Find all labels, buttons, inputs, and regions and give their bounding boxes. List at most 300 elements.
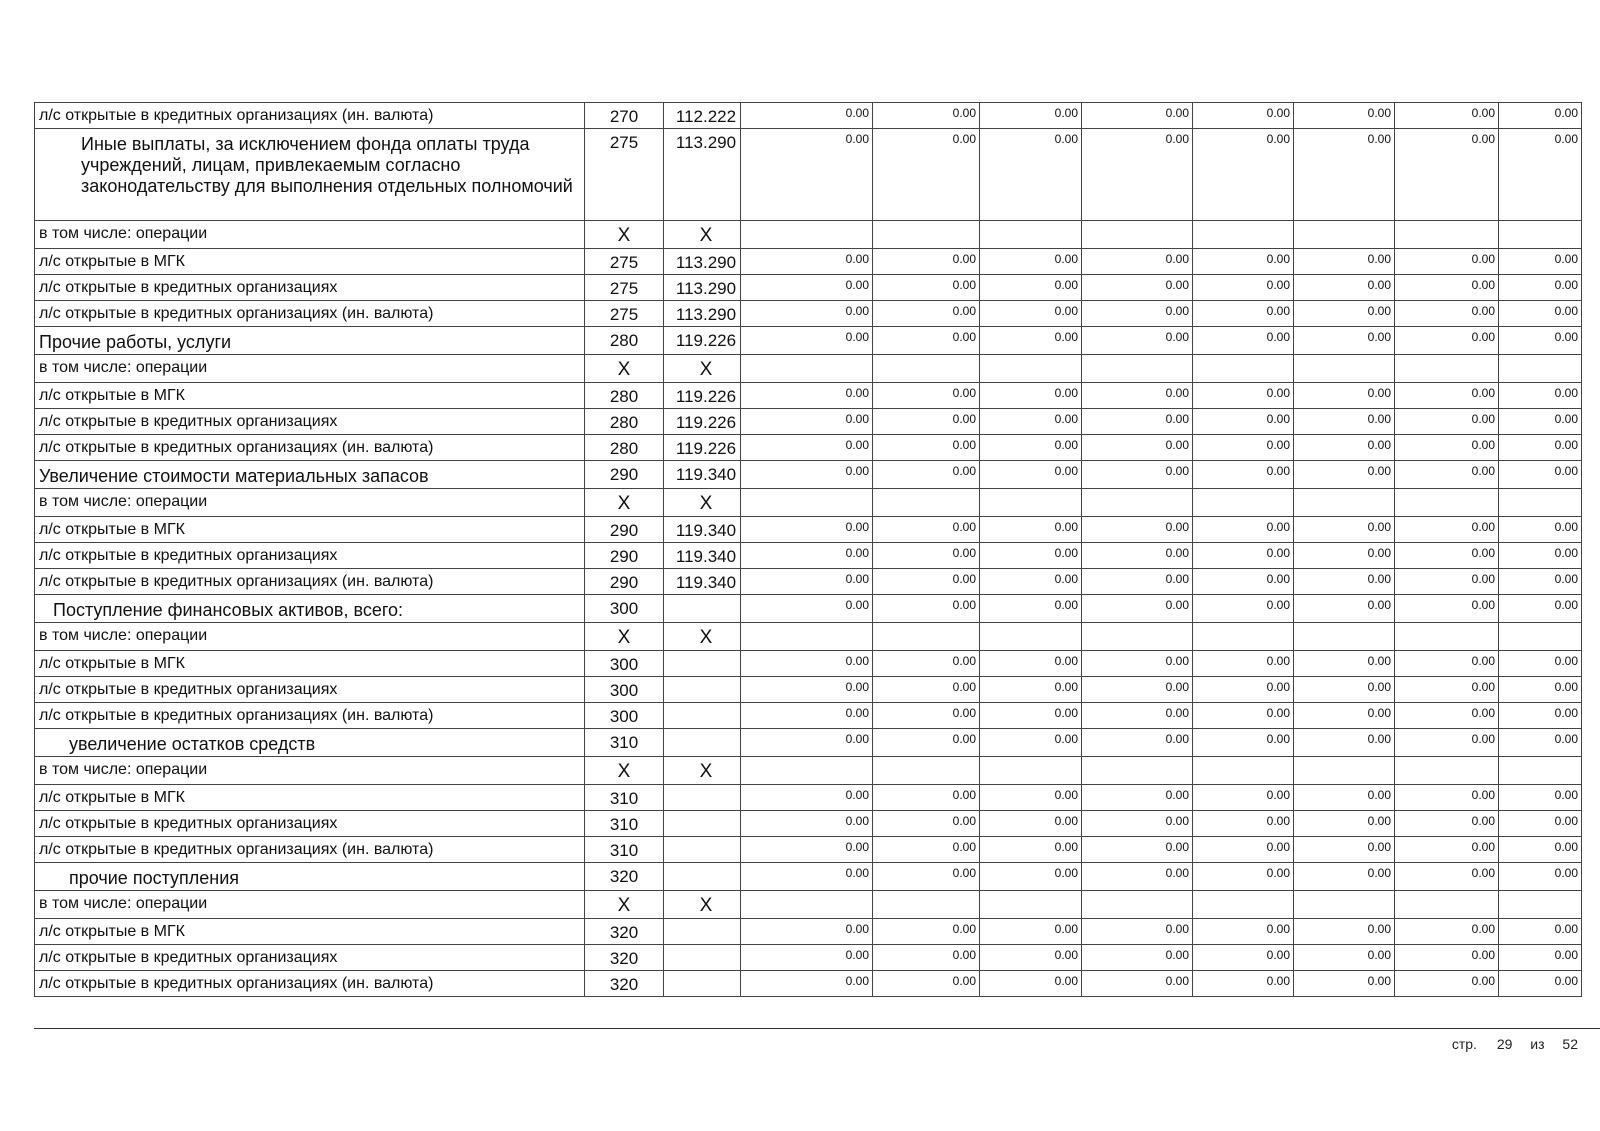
- value-cell: 0.00: [980, 863, 1082, 891]
- value-cell: 0.00: [873, 249, 980, 275]
- value-cell: 0.00: [741, 517, 873, 543]
- row-kosgu: [664, 651, 741, 677]
- value-cell: 0.00: [1082, 103, 1193, 129]
- row-kosgu: [664, 677, 741, 703]
- value-cell: 0.00: [1193, 863, 1294, 891]
- value-cell: [1082, 489, 1193, 517]
- value-cell: 0.00: [873, 409, 980, 435]
- value-cell: 0.00: [741, 409, 873, 435]
- value-cell: 0.00: [1294, 383, 1395, 409]
- table-row: [35, 275, 1582, 301]
- value-cell: 0.00: [1294, 811, 1395, 837]
- row-kosgu: [664, 971, 741, 997]
- value-cell: 0.00: [1294, 677, 1395, 703]
- value-cell: 0.00: [980, 785, 1082, 811]
- value-cell: 0.00: [1395, 785, 1499, 811]
- value-cell: 0.00: [1193, 327, 1294, 355]
- table-row: [35, 785, 1582, 811]
- value-cell: 0.00: [1395, 651, 1499, 677]
- table-row: [35, 945, 1582, 971]
- value-cell: [1294, 891, 1395, 919]
- value-cell: [1082, 891, 1193, 919]
- value-cell: 0.00: [980, 569, 1082, 595]
- value-cell: 0.00: [1499, 863, 1582, 891]
- row-kosgu: 113.290: [664, 301, 741, 327]
- value-cell: 0.00: [1294, 517, 1395, 543]
- table-row: [35, 327, 1582, 355]
- value-cell: 0.00: [1193, 129, 1294, 221]
- value-cell: 0.00: [1294, 409, 1395, 435]
- value-cell: 0.00: [873, 971, 980, 997]
- row-code: X: [585, 355, 664, 383]
- value-cell: 0.00: [873, 517, 980, 543]
- row-kosgu: 119.340: [664, 461, 741, 489]
- value-cell: [741, 489, 873, 517]
- value-cell: 0.00: [1395, 461, 1499, 489]
- value-cell: [741, 623, 873, 651]
- row-kosgu: [664, 919, 741, 945]
- value-cell: 0.00: [1082, 383, 1193, 409]
- value-cell: 0.00: [1082, 517, 1193, 543]
- row-name: л/с открытые в кредитных организациях: [35, 945, 585, 971]
- value-cell: 0.00: [741, 129, 873, 221]
- value-cell: [1082, 623, 1193, 651]
- value-cell: 0.00: [1082, 461, 1193, 489]
- table-row: [35, 409, 1582, 435]
- value-cell: 0.00: [1294, 249, 1395, 275]
- row-code: 280: [585, 435, 664, 461]
- row-name: в том числе: операции: [35, 355, 585, 383]
- row-name: в том числе: операции: [35, 221, 585, 249]
- value-cell: [1294, 221, 1395, 249]
- row-code: X: [585, 489, 664, 517]
- value-cell: [1395, 221, 1499, 249]
- value-cell: 0.00: [980, 811, 1082, 837]
- value-cell: 0.00: [1294, 301, 1395, 327]
- row-name: л/с открытые в кредитных организациях: [35, 677, 585, 703]
- value-cell: [980, 355, 1082, 383]
- value-cell: 0.00: [980, 729, 1082, 757]
- table-row: [35, 517, 1582, 543]
- row-code: 310: [585, 729, 664, 757]
- value-cell: [1294, 355, 1395, 383]
- value-cell: 0.00: [873, 327, 980, 355]
- value-cell: 0.00: [1294, 729, 1395, 757]
- value-cell: 0.00: [1294, 327, 1395, 355]
- row-name: л/с открытые в МГК: [35, 383, 585, 409]
- value-cell: [741, 891, 873, 919]
- row-kosgu: 112.222: [664, 103, 741, 129]
- value-cell: 0.00: [1193, 569, 1294, 595]
- row-code: 275: [585, 249, 664, 275]
- value-cell: 0.00: [1193, 971, 1294, 997]
- value-cell: 0.00: [1193, 677, 1294, 703]
- row-name: л/с открытые в кредитных организациях: [35, 811, 585, 837]
- value-cell: [873, 221, 980, 249]
- value-cell: 0.00: [1499, 249, 1582, 275]
- value-cell: [1193, 221, 1294, 249]
- value-cell: 0.00: [1294, 103, 1395, 129]
- value-cell: 0.00: [741, 595, 873, 623]
- value-cell: 0.00: [1499, 971, 1582, 997]
- value-cell: 0.00: [1395, 543, 1499, 569]
- value-cell: 0.00: [741, 383, 873, 409]
- value-cell: 0.00: [1294, 837, 1395, 863]
- value-cell: 0.00: [1193, 811, 1294, 837]
- table-row: [35, 757, 1582, 785]
- value-cell: 0.00: [1499, 517, 1582, 543]
- row-code: 310: [585, 785, 664, 811]
- value-cell: 0.00: [873, 863, 980, 891]
- value-cell: [1082, 757, 1193, 785]
- row-kosgu: 119.226: [664, 383, 741, 409]
- row-code: 280: [585, 327, 664, 355]
- page-counter: [1452, 1036, 1578, 1052]
- value-cell: [1395, 757, 1499, 785]
- value-cell: 0.00: [1499, 103, 1582, 129]
- table-row: [35, 863, 1582, 891]
- row-kosgu: [664, 863, 741, 891]
- value-cell: 0.00: [1193, 651, 1294, 677]
- value-cell: 0.00: [1082, 919, 1193, 945]
- table-row: [35, 129, 1582, 221]
- value-cell: 0.00: [1193, 383, 1294, 409]
- table-row: [35, 729, 1582, 757]
- value-cell: 0.00: [1395, 703, 1499, 729]
- row-name: Поступление финансовых активов, всего:: [35, 595, 585, 623]
- value-cell: 0.00: [873, 301, 980, 327]
- value-cell: 0.00: [1082, 569, 1193, 595]
- row-name: Прочие работы, услуги: [35, 327, 585, 355]
- row-name: л/с открытые в кредитных организациях (ин. валюта): [35, 435, 585, 461]
- value-cell: [873, 489, 980, 517]
- value-cell: 0.00: [1193, 517, 1294, 543]
- row-code: 275: [585, 301, 664, 327]
- value-cell: [1294, 489, 1395, 517]
- row-name: л/с открытые в кредитных организациях: [35, 409, 585, 435]
- value-cell: [741, 355, 873, 383]
- value-cell: [1499, 221, 1582, 249]
- row-name: л/с открытые в МГК: [35, 651, 585, 677]
- table-row: [35, 249, 1582, 275]
- value-cell: 0.00: [741, 945, 873, 971]
- value-cell: 0.00: [1082, 703, 1193, 729]
- value-cell: 0.00: [1499, 919, 1582, 945]
- row-code: 290: [585, 569, 664, 595]
- value-cell: 0.00: [1395, 249, 1499, 275]
- value-cell: 0.00: [980, 595, 1082, 623]
- row-code: X: [585, 891, 664, 919]
- row-name: в том числе: операции: [35, 489, 585, 517]
- row-kosgu: 119.226: [664, 435, 741, 461]
- row-code: X: [585, 623, 664, 651]
- value-cell: [1294, 757, 1395, 785]
- value-cell: 0.00: [1395, 811, 1499, 837]
- value-cell: 0.00: [741, 103, 873, 129]
- value-cell: 0.00: [1294, 435, 1395, 461]
- value-cell: 0.00: [1395, 409, 1499, 435]
- value-cell: 0.00: [1082, 595, 1193, 623]
- value-cell: 0.00: [1193, 249, 1294, 275]
- value-cell: 0.00: [1395, 595, 1499, 623]
- row-code: 320: [585, 971, 664, 997]
- value-cell: [1395, 623, 1499, 651]
- value-cell: 0.00: [1294, 863, 1395, 891]
- value-cell: 0.00: [1082, 729, 1193, 757]
- row-code: X: [585, 757, 664, 785]
- value-cell: 0.00: [1193, 409, 1294, 435]
- table-row: [35, 837, 1582, 863]
- value-cell: 0.00: [1294, 703, 1395, 729]
- row-kosgu: X: [664, 623, 741, 651]
- row-name: л/с открытые в кредитных организациях: [35, 543, 585, 569]
- row-code: 290: [585, 461, 664, 489]
- value-cell: 0.00: [1294, 785, 1395, 811]
- value-cell: 0.00: [873, 461, 980, 489]
- value-cell: [980, 221, 1082, 249]
- value-cell: 0.00: [980, 409, 1082, 435]
- row-name: л/с открытые в кредитных организациях (ин. валюта): [35, 837, 585, 863]
- table-row: [35, 383, 1582, 409]
- row-name: увеличение остатков средств: [35, 729, 585, 757]
- value-cell: [1082, 221, 1193, 249]
- value-cell: [980, 891, 1082, 919]
- value-cell: [1499, 355, 1582, 383]
- value-cell: 0.00: [873, 435, 980, 461]
- value-cell: [1395, 891, 1499, 919]
- value-cell: [1082, 355, 1193, 383]
- value-cell: 0.00: [1499, 811, 1582, 837]
- row-name: л/с открытые в МГК: [35, 517, 585, 543]
- value-cell: 0.00: [1294, 651, 1395, 677]
- value-cell: 0.00: [1499, 301, 1582, 327]
- value-cell: 0.00: [1294, 971, 1395, 997]
- table-row: [35, 811, 1582, 837]
- row-code: 320: [585, 863, 664, 891]
- row-kosgu: [664, 785, 741, 811]
- row-kosgu: [664, 703, 741, 729]
- value-cell: [980, 489, 1082, 517]
- value-cell: [741, 221, 873, 249]
- page-word: стр.: [1451, 1036, 1477, 1052]
- row-name: Увеличение стоимости материальных запасов: [35, 461, 585, 489]
- table-row: [35, 677, 1582, 703]
- value-cell: 0.00: [1193, 275, 1294, 301]
- row-code: 290: [585, 543, 664, 569]
- row-name: л/с открытые в МГК: [35, 785, 585, 811]
- value-cell: 0.00: [741, 543, 873, 569]
- value-cell: 0.00: [980, 249, 1082, 275]
- value-cell: 0.00: [741, 971, 873, 997]
- value-cell: 0.00: [1294, 945, 1395, 971]
- value-cell: 0.00: [1395, 301, 1499, 327]
- value-cell: 0.00: [1395, 435, 1499, 461]
- value-cell: 0.00: [873, 595, 980, 623]
- table-row: [35, 543, 1582, 569]
- row-code: 300: [585, 703, 664, 729]
- value-cell: [1294, 623, 1395, 651]
- value-cell: 0.00: [1395, 327, 1499, 355]
- page-current: 29: [1496, 1036, 1513, 1052]
- value-cell: [1395, 355, 1499, 383]
- row-kosgu: [664, 595, 741, 623]
- page-total: 52: [1562, 1036, 1578, 1052]
- value-cell: [1499, 489, 1582, 517]
- row-code: 280: [585, 409, 664, 435]
- value-cell: 0.00: [873, 785, 980, 811]
- row-kosgu: 119.226: [664, 409, 741, 435]
- value-cell: 0.00: [1395, 863, 1499, 891]
- value-cell: 0.00: [980, 301, 1082, 327]
- value-cell: 0.00: [1499, 703, 1582, 729]
- value-cell: [741, 757, 873, 785]
- value-cell: 0.00: [1294, 461, 1395, 489]
- value-cell: 0.00: [1193, 837, 1294, 863]
- value-cell: 0.00: [1395, 919, 1499, 945]
- table-row: [35, 595, 1582, 623]
- value-cell: 0.00: [1499, 595, 1582, 623]
- value-cell: 0.00: [980, 651, 1082, 677]
- value-cell: 0.00: [1294, 595, 1395, 623]
- value-cell: [1193, 355, 1294, 383]
- value-cell: 0.00: [980, 703, 1082, 729]
- row-name: в том числе: операции: [35, 891, 585, 919]
- row-name: л/с открытые в кредитных организациях (ин. валюта): [35, 103, 585, 129]
- value-cell: 0.00: [741, 461, 873, 489]
- value-cell: 0.00: [980, 327, 1082, 355]
- value-cell: 0.00: [741, 249, 873, 275]
- row-code: 270: [585, 103, 664, 129]
- value-cell: 0.00: [873, 103, 980, 129]
- value-cell: 0.00: [1193, 435, 1294, 461]
- table-row: [35, 103, 1582, 129]
- value-cell: 0.00: [980, 129, 1082, 221]
- value-cell: 0.00: [1499, 729, 1582, 757]
- value-cell: 0.00: [1499, 837, 1582, 863]
- value-cell: 0.00: [873, 275, 980, 301]
- value-cell: [1499, 757, 1582, 785]
- row-code: X: [585, 221, 664, 249]
- value-cell: 0.00: [980, 461, 1082, 489]
- row-code: 300: [585, 651, 664, 677]
- value-cell: [1395, 489, 1499, 517]
- value-cell: 0.00: [980, 275, 1082, 301]
- value-cell: 0.00: [873, 919, 980, 945]
- value-cell: 0.00: [741, 837, 873, 863]
- table-row: [35, 891, 1582, 919]
- value-cell: 0.00: [1499, 651, 1582, 677]
- value-cell: 0.00: [873, 129, 980, 221]
- value-cell: 0.00: [1082, 677, 1193, 703]
- value-cell: 0.00: [741, 301, 873, 327]
- value-cell: 0.00: [741, 569, 873, 595]
- row-kosgu: X: [664, 757, 741, 785]
- value-cell: 0.00: [1082, 811, 1193, 837]
- value-cell: 0.00: [980, 919, 1082, 945]
- value-cell: 0.00: [1082, 837, 1193, 863]
- footer-divider: [34, 1028, 1600, 1029]
- value-cell: [873, 623, 980, 651]
- value-cell: [1499, 891, 1582, 919]
- value-cell: 0.00: [741, 811, 873, 837]
- table-row: [35, 703, 1582, 729]
- row-kosgu: 119.226: [664, 327, 741, 355]
- row-name: л/с открытые в МГК: [35, 919, 585, 945]
- value-cell: 0.00: [1082, 129, 1193, 221]
- value-cell: 0.00: [1082, 249, 1193, 275]
- value-cell: 0.00: [1294, 543, 1395, 569]
- value-cell: 0.00: [1499, 785, 1582, 811]
- table-row: [35, 221, 1582, 249]
- value-cell: 0.00: [1395, 517, 1499, 543]
- value-cell: 0.00: [980, 435, 1082, 461]
- value-cell: 0.00: [1082, 327, 1193, 355]
- value-cell: 0.00: [873, 837, 980, 863]
- of-word: из: [1530, 1036, 1545, 1052]
- value-cell: 0.00: [873, 543, 980, 569]
- row-kosgu: [664, 811, 741, 837]
- value-cell: 0.00: [1193, 703, 1294, 729]
- table-body: [35, 103, 1582, 997]
- row-kosgu: [664, 945, 741, 971]
- value-cell: 0.00: [741, 785, 873, 811]
- value-cell: 0.00: [1082, 863, 1193, 891]
- value-cell: 0.00: [1499, 461, 1582, 489]
- value-cell: [1193, 891, 1294, 919]
- value-cell: 0.00: [1499, 435, 1582, 461]
- value-cell: 0.00: [1193, 919, 1294, 945]
- value-cell: 0.00: [741, 677, 873, 703]
- value-cell: 0.00: [1193, 595, 1294, 623]
- value-cell: 0.00: [1395, 677, 1499, 703]
- row-kosgu: X: [664, 891, 741, 919]
- value-cell: 0.00: [1082, 945, 1193, 971]
- value-cell: 0.00: [1082, 651, 1193, 677]
- row-kosgu: X: [664, 489, 741, 517]
- value-cell: 0.00: [873, 383, 980, 409]
- value-cell: 0.00: [741, 327, 873, 355]
- value-cell: 0.00: [1193, 945, 1294, 971]
- value-cell: 0.00: [1193, 301, 1294, 327]
- row-code: 290: [585, 517, 664, 543]
- table-row: [35, 919, 1582, 945]
- row-kosgu: 119.340: [664, 517, 741, 543]
- row-code: 275: [585, 129, 664, 221]
- value-cell: [1193, 489, 1294, 517]
- value-cell: 0.00: [873, 569, 980, 595]
- value-cell: [1499, 623, 1582, 651]
- value-cell: 0.00: [980, 383, 1082, 409]
- table-row: [35, 435, 1582, 461]
- table-row: [35, 461, 1582, 489]
- row-name: л/с открытые в кредитных организациях (ин. валюта): [35, 703, 585, 729]
- row-name: л/с открытые в кредитных организациях: [35, 275, 585, 301]
- value-cell: 0.00: [873, 945, 980, 971]
- row-code: 300: [585, 595, 664, 623]
- value-cell: 0.00: [1082, 543, 1193, 569]
- value-cell: [873, 891, 980, 919]
- value-cell: 0.00: [1294, 275, 1395, 301]
- row-kosgu: [664, 837, 741, 863]
- value-cell: 0.00: [1193, 729, 1294, 757]
- value-cell: 0.00: [1294, 129, 1395, 221]
- table-row: [35, 355, 1582, 383]
- table-row: [35, 489, 1582, 517]
- report-table: [34, 102, 1582, 997]
- row-name: л/с открытые в кредитных организациях (ин. валюта): [35, 971, 585, 997]
- value-cell: 0.00: [1395, 275, 1499, 301]
- value-cell: 0.00: [1294, 919, 1395, 945]
